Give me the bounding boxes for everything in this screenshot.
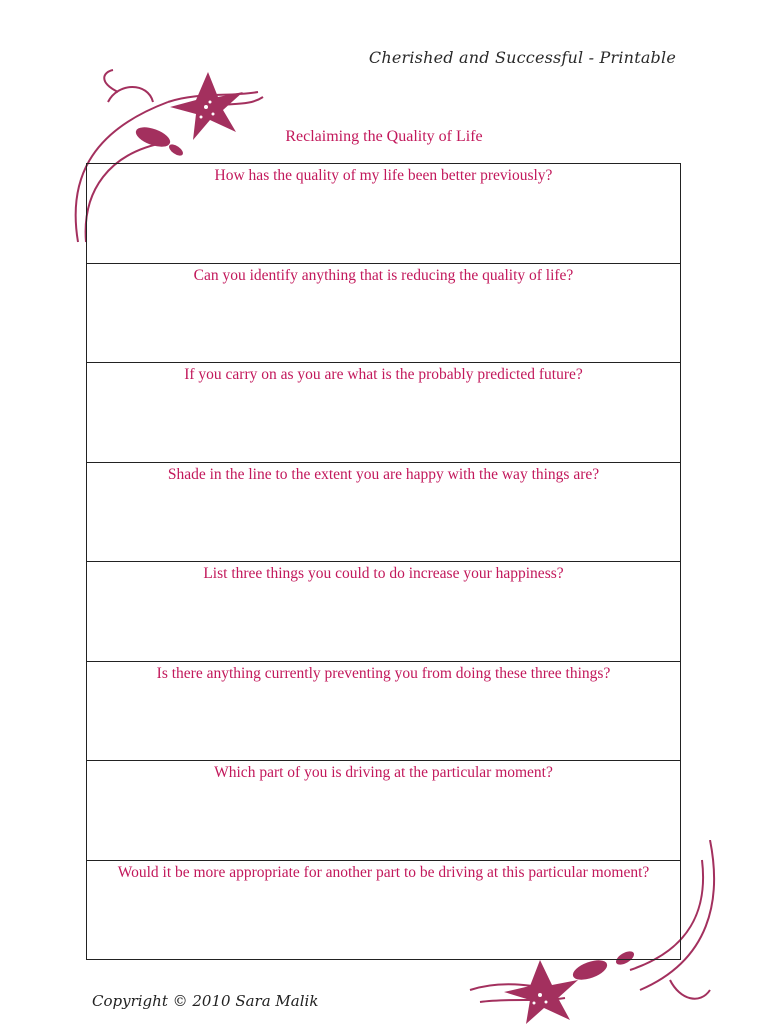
question-row[interactable] bbox=[87, 164, 680, 264]
question-text: Shade in the line to the extent you are happy with the way things are? bbox=[167, 465, 600, 483]
question-row[interactable] bbox=[87, 463, 680, 563]
question-row[interactable] bbox=[87, 264, 680, 364]
question-table bbox=[86, 163, 681, 960]
question-text: Can you identify anything that is reducing the quality of life? bbox=[193, 266, 574, 284]
page-title: Reclaiming the Quality of Life bbox=[285, 128, 483, 145]
question-text: If you carry on as you are what is the probably predicted future? bbox=[184, 366, 583, 383]
question-text: Would it be more appropriate for another part to be driving at this particular moment? bbox=[117, 863, 650, 881]
question-text: Is there anything currently preventing you from doing these three things? bbox=[156, 664, 611, 682]
header-title: Cherished and Successful - Printable bbox=[368, 48, 676, 67]
question-text: How has the quality of my life been better previously? bbox=[214, 167, 553, 184]
copyright-footer: Copyright © 2010 Sara Malik bbox=[92, 992, 319, 1010]
question-row[interactable] bbox=[87, 562, 680, 662]
question-row[interactable] bbox=[87, 861, 680, 960]
question-text: List three things you could to do increase your happiness? bbox=[203, 565, 564, 582]
question-row[interactable] bbox=[87, 761, 680, 861]
question-text: Which part of you is driving at the particular moment? bbox=[214, 764, 553, 781]
question-row[interactable] bbox=[87, 662, 680, 762]
question-row[interactable] bbox=[87, 363, 680, 463]
